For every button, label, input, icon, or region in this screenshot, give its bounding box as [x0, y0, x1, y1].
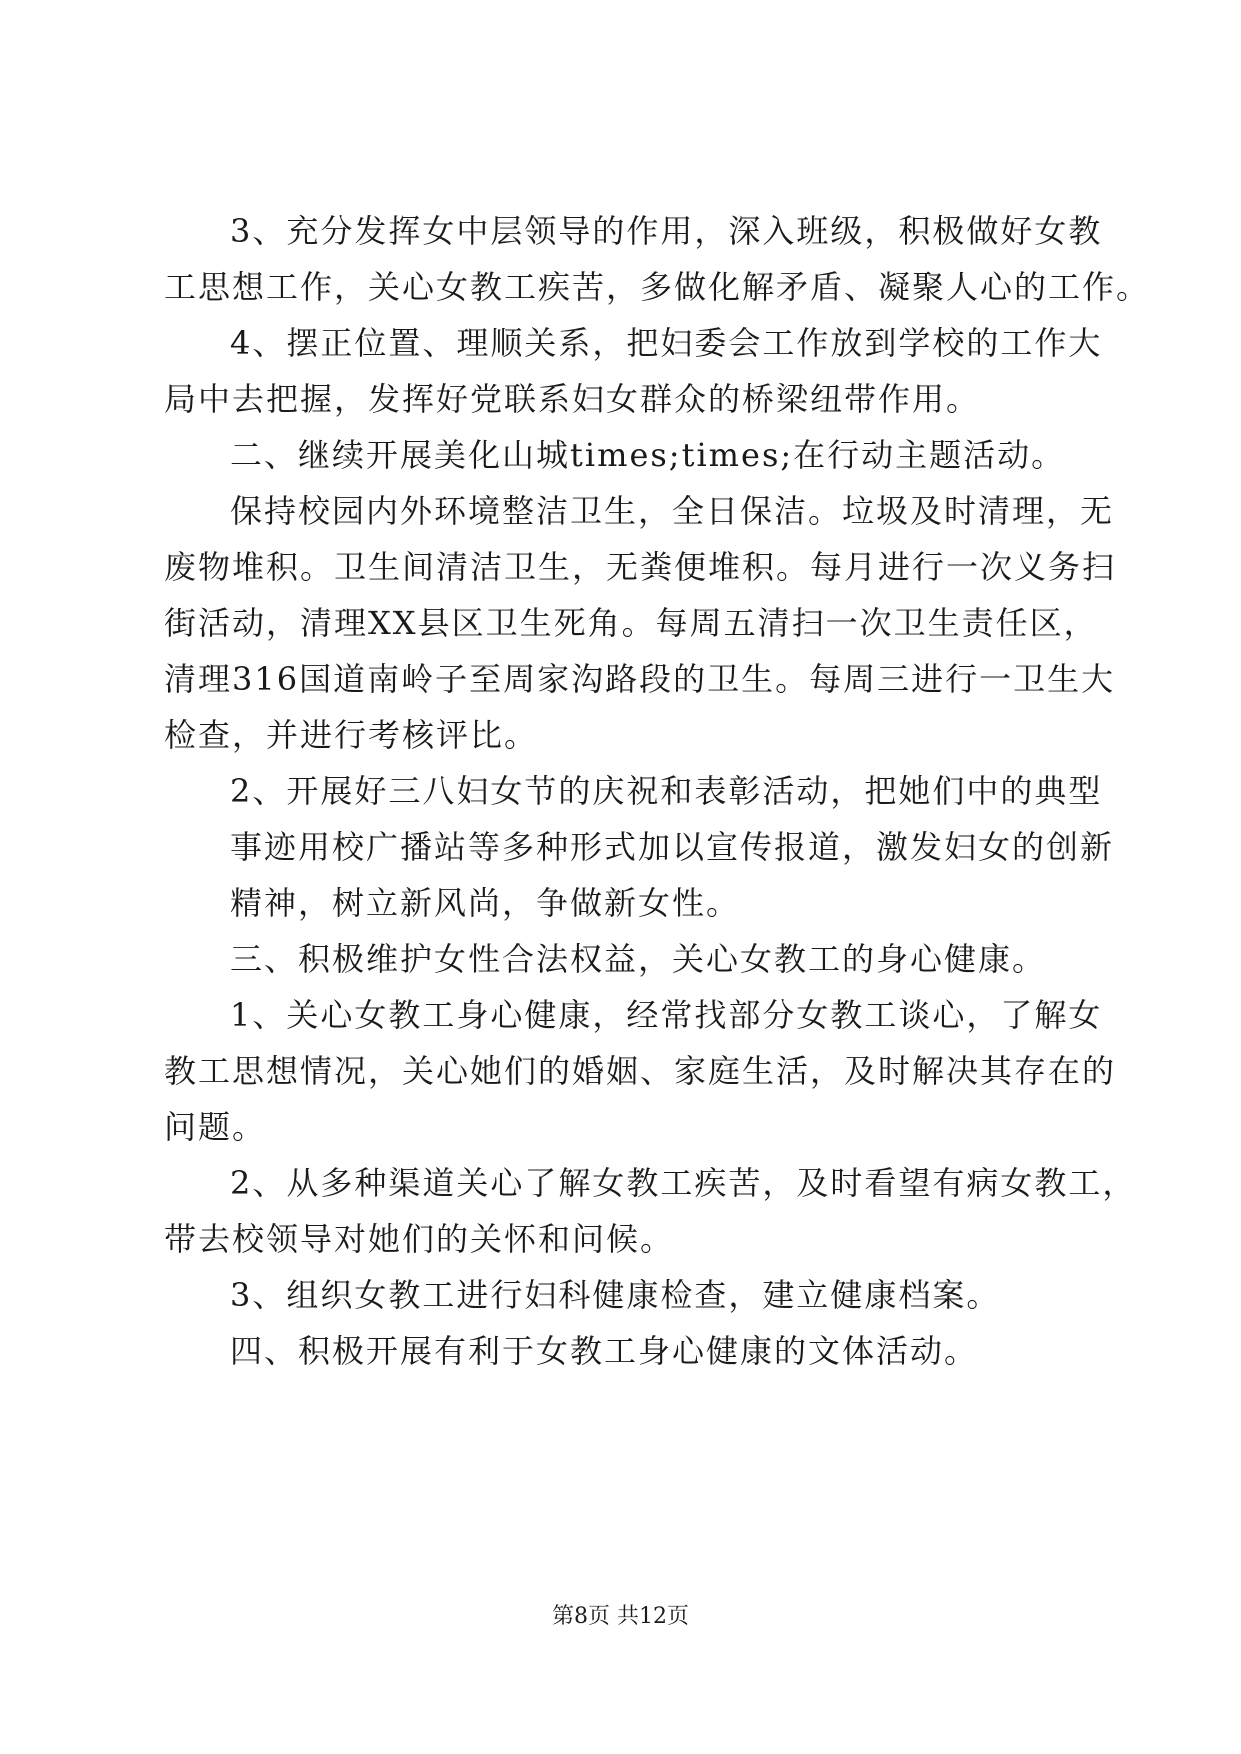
paragraph-line: 2、开展好三八妇女节的庆祝和表彰活动，把她们中的典型: [230, 772, 1103, 810]
paragraph-line: 街活动，清理XX县区卫生死角。每周五清扫一次卫生责任区，: [164, 604, 1098, 642]
paragraph-line: 教工思想情况，关心她们的婚姻、家庭生活，及时解决其存在的: [164, 1052, 1117, 1090]
paragraph-line: 清理316国道南岭子至周家沟路段的卫生。每周三进行一卫生大: [164, 660, 1116, 698]
paragraph-line: 事迹用校广播站等多种形式加以宣传报道，激发妇女的创新: [230, 828, 1115, 866]
paragraph-line: 工思想工作，关心女教工疾苦，多做化解矛盾、凝聚人心的工作。: [164, 268, 1151, 306]
paragraph-line: 局中去把握，发挥好党联系妇女群众的桥梁纽带作用。: [164, 380, 981, 418]
paragraph-line: 2、从多种渠道关心了解女教工疾苦，及时看望有病女教工，: [230, 1164, 1137, 1202]
section-heading: 四、积极开展有利于女教工身心健康的文体活动。: [230, 1332, 979, 1370]
section-heading: 二、继续开展美化山城times;times;在行动主题活动。: [230, 436, 1066, 474]
paragraph-line: 废物堆积。卫生间清洁卫生，无粪便堆积。每月进行一次义务扫: [164, 548, 1117, 586]
paragraph-line: 保持校园内外环境整洁卫生，全日保洁。垃圾及时清理，无: [230, 492, 1115, 530]
paragraph-line: 问题。: [164, 1108, 267, 1146]
paragraph-line: 3、充分发挥女中层领导的作用，深入班级，积极做好女教: [230, 212, 1103, 250]
page-number-footer: 第8页 共12页: [552, 1604, 689, 1629]
paragraph-line: 带去校领导对她们的关怀和问候。: [164, 1220, 675, 1258]
paragraph-line: 检查，并进行考核评比。: [164, 716, 539, 754]
paragraph-line: 3、组织女教工进行妇科健康检查，建立健康档案。: [230, 1276, 1001, 1314]
paragraph-line: 4、摆正位置、理顺关系，把妇委会工作放到学校的工作大: [230, 324, 1103, 362]
paragraph-line: 1、关心女教工身心健康，经常找部分女教工谈心，了解女: [230, 996, 1103, 1034]
paragraph-line: 精神，树立新风尚，争做新女性。: [230, 884, 741, 922]
section-heading: 三、积极维护女性合法权益，关心女教工的身心健康。: [230, 940, 1047, 978]
